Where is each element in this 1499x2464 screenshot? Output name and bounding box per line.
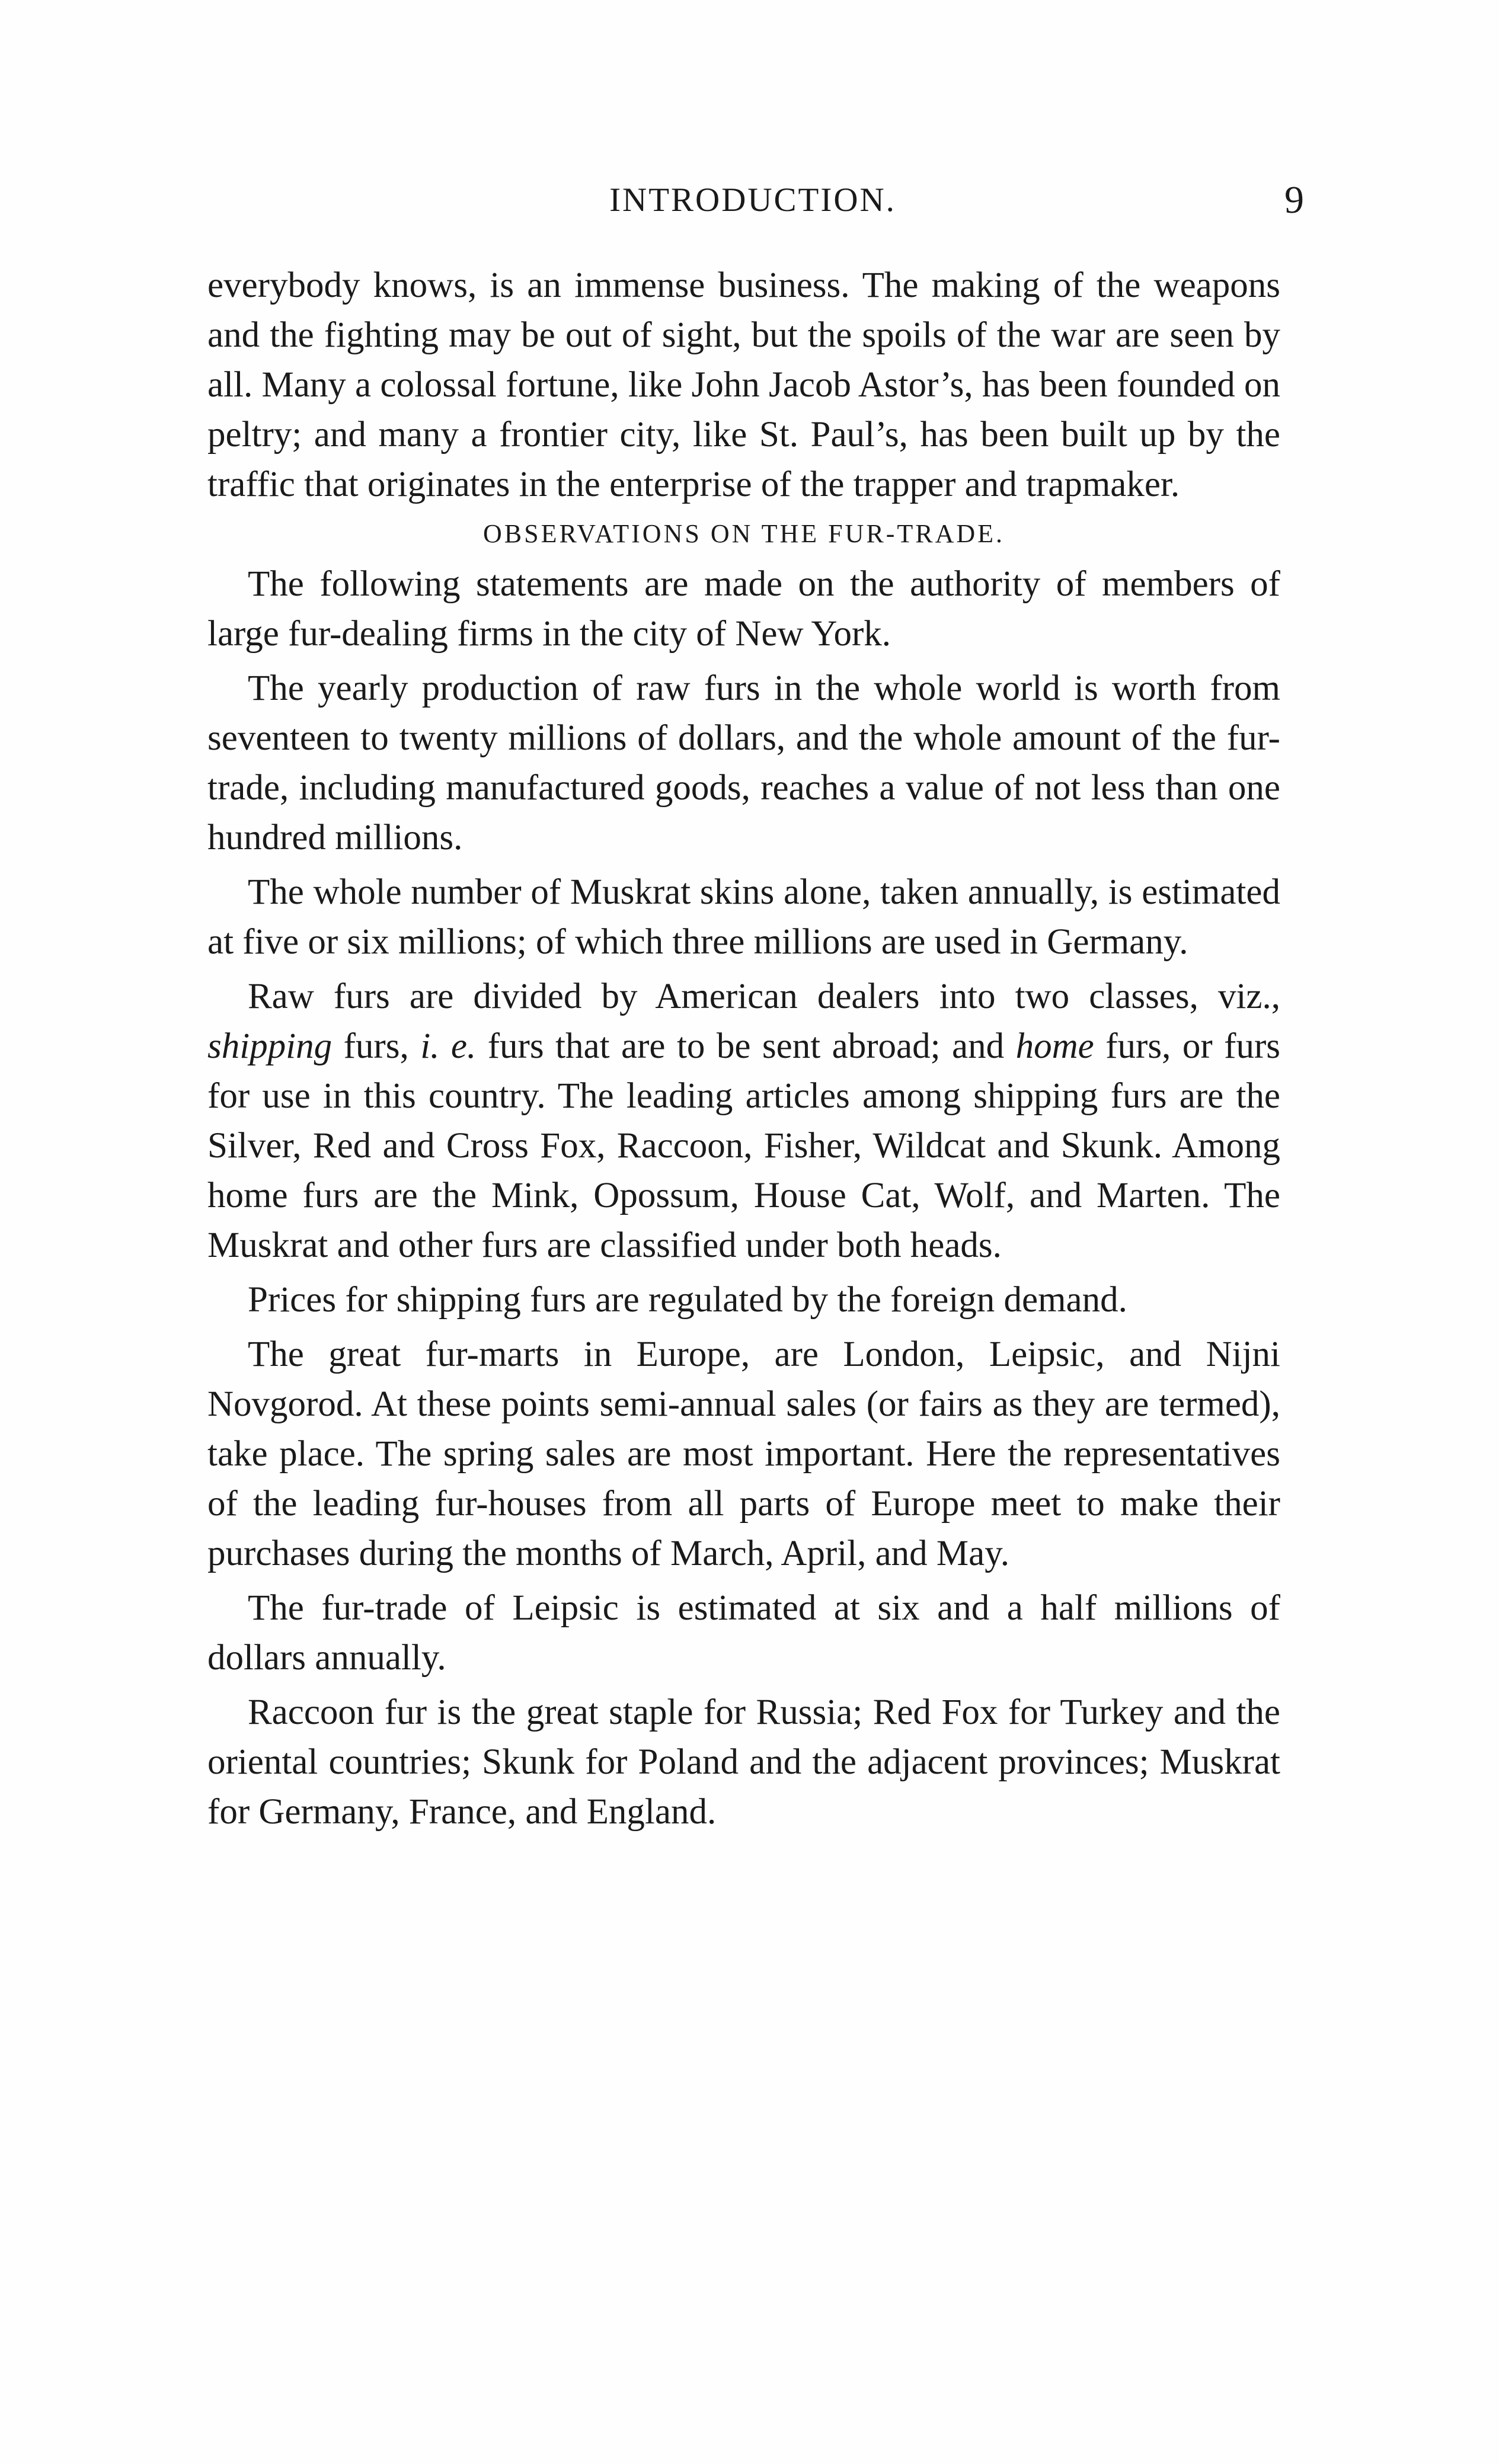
running-title: INTRODUCTION. xyxy=(609,181,896,219)
text-run: furs that are to be sent abroad; and xyxy=(476,1026,1016,1066)
paragraph-authority: The following statements are made on the authority of members of large fur-dealing firms in the city of New York. xyxy=(207,564,1280,654)
paragraph-fur-marts: The great fur-marts in Europe, are London, Leipsic, and Nijni Novgorod. At these points semi-annual sales (or fairs as they are termed), take place. The spring sales are most important. Here the representatives of the leading fur-houses from all parts of Europe meet to make their purchases during the months of March, April, and May. xyxy=(207,1335,1280,1573)
italic-term: shipping xyxy=(207,1026,333,1066)
paragraph-muskrat: The whole number of Muskrat skins alone, taken annually, is estimated at five or six millions; of which three millions are used in Germany. xyxy=(207,872,1280,962)
italic-term: i. e. xyxy=(420,1026,477,1066)
text-run: Raw furs are divided by American dealers into two classes, viz., xyxy=(248,977,1280,1016)
text-run: furs, or furs for use in this country. The leading articles among shipping furs are the Silver, Red and Cross Fox, Raccoon, Fisher, Wildcat and Skunk. Among home furs are the Mink, Opossum, House Cat, Wolf, and Marten. The Muskrat and other furs are classified under both heads. xyxy=(207,1026,1280,1265)
paragraph-classes xyxy=(207,972,1280,1271)
page-number: 9 xyxy=(1284,178,1304,222)
running-head xyxy=(202,177,1304,224)
section-heading: OBSERVATIONS ON THE FUR-TRADE. xyxy=(482,519,1005,548)
paragraph-production: The yearly production of raw furs in the whole world is worth from seventeen to twenty millions of dollars, and the whole amount of the fur-trade, including manufactured goods, reaches a value of not less than one hundred millions. xyxy=(207,668,1280,857)
paragraph-leipsic: The fur-trade of Leipsic is estimated at six and a half millions of dollars annually. xyxy=(207,1588,1280,1678)
body-text xyxy=(207,261,1280,1837)
text-run: furs, xyxy=(332,1026,421,1066)
paragraph-prices: Prices for shipping furs are regulated by the foreign demand. xyxy=(248,1280,1127,1320)
italic-term: home xyxy=(1015,1026,1094,1066)
paragraph-continuation: everybody knows, is an immense business. The making of the weapons and the fighting may be out of sight, but the spoils of the war are seen by all. Many a colossal fortune, like John Jacob Astor’s, has been founded on peltry; and many a frontier city, like St. Paul’s, has been built up by the traffic that originates in the enterprise of the trapper and trapmaker. xyxy=(207,265,1280,504)
paragraph-staples: Raccoon fur is the great staple for Russia; Red Fox for Turkey and the oriental countries; Skunk for Poland and the adjacent provinces; Muskrat for Germany, France, and England. xyxy=(207,1692,1280,1832)
